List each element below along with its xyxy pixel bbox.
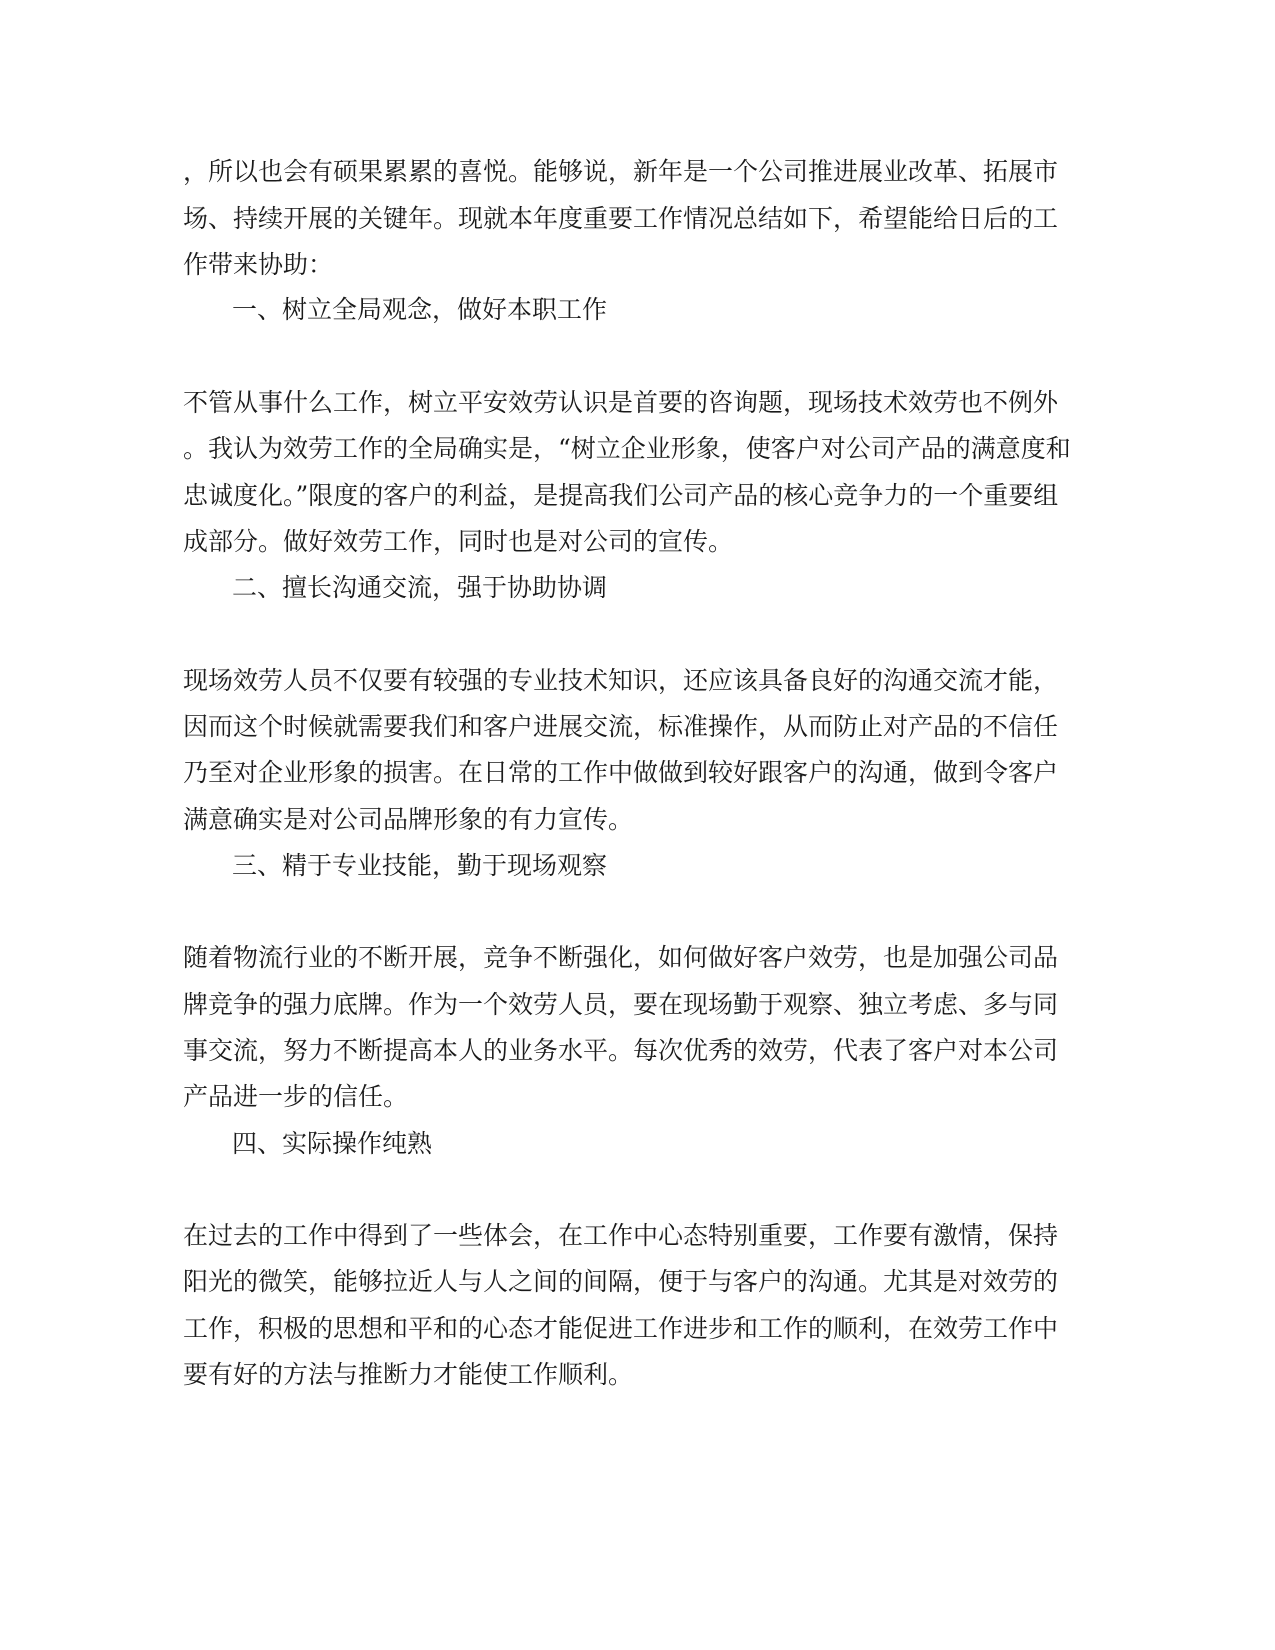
section-heading-4: 四、实际操作纯熟 [232, 1129, 433, 1158]
paragraph-line: 满意确实是对公司品牌形象的有力宣传。 [183, 805, 634, 834]
paragraph-line: ，所以也会有硕果累累的喜悦。能够说，新年是一个公司推进展业改革、拓展市 [183, 157, 1059, 186]
paragraph-line: 场、持续开展的关键年。现就本年度重要工作情况总结如下，希望能给日后的工 [183, 204, 1059, 233]
paragraph-line: 要有好的方法与推断力才能使工作顺利。 [183, 1360, 634, 1389]
paragraph-line: 作带来协助： [183, 250, 334, 279]
paragraph-line: 产品进一步的信任。 [183, 1082, 409, 1111]
paragraph-line: 随着物流行业的不断开展，竞争不断强化，如何做好客户效劳，也是加强公司品 [183, 943, 1059, 972]
paragraph-line: 现场效劳人员不仅要有较强的专业技术知识，还应该具备良好的沟通交流才能， [183, 666, 1059, 695]
paragraph-line: 不管从事什么工作，树立平安效劳认识是首要的咨询题，现场技术效劳也不例外 [183, 388, 1059, 417]
paragraph-line: 乃至对企业形象的损害。在日常的工作中做做到较好跟客户的沟通，做到令客户 [183, 758, 1059, 787]
section-heading-2: 二、擅长沟通交流，强于协助协调 [232, 573, 608, 602]
section-heading-1: 一、树立全局观念，做好本职工作 [232, 295, 608, 324]
paragraph-line: 。我认为效劳工作的全局确实是，“树立企业形象，使客户对公司产品的满意度和 [183, 434, 1071, 463]
paragraph-line: 阳光的微笑，能够拉近人与人之间的间隔，便于与客户的沟通。尤其是对效劳的 [183, 1267, 1059, 1296]
section-heading-3: 三、精于专业技能，勤于现场观察 [232, 851, 608, 880]
paragraph-line: 因而这个时候就需要我们和客户进展交流，标准操作，从而防止对产品的不信任 [183, 712, 1059, 741]
paragraph-line: 牌竞争的强力底牌。作为一个效劳人员，要在现场勤于观察、独立考虑、多与同 [183, 990, 1059, 1019]
paragraph-line: 工作，积极的思想和平和的心态才能促进工作进步和工作的顺利，在效劳工作中 [183, 1314, 1059, 1343]
paragraph-line: 事交流，努力不断提高本人的业务水平。每次优秀的效劳，代表了客户对本公司 [183, 1036, 1059, 1065]
paragraph-line: 成部分。做好效劳工作，同时也是对公司的宣传。 [183, 527, 734, 556]
paragraph-line: 忠诚度化。”限度的客户的利益，是提高我们公司产品的核心竞争力的一个重要组 [183, 481, 1059, 510]
paragraph-line: 在过去的工作中得到了一些体会，在工作中心态特别重要，工作要有激情，保持 [183, 1221, 1059, 1250]
